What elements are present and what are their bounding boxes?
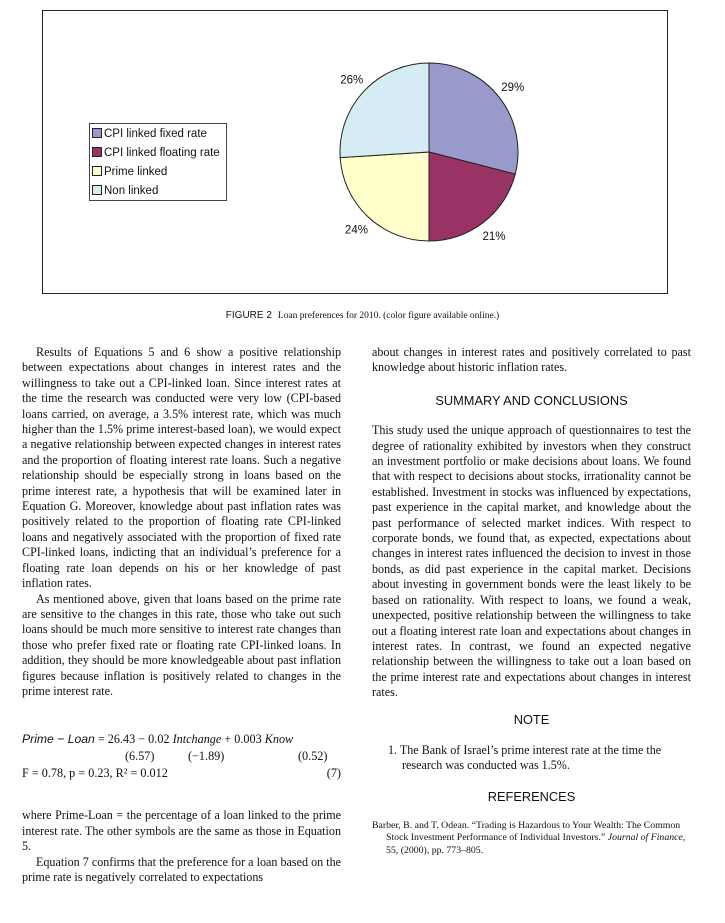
equation-body-2: + 0.003: [221, 732, 265, 747]
legend-swatch-floating: [92, 147, 102, 157]
reference-1-journal: Journal of Finance: [607, 832, 683, 844]
equation-tstats: [22, 748, 341, 765]
pie-label-fixed: 29%: [501, 82, 525, 95]
left-paragraph-4: Equation 7 confirms that the preference for a loan based on the prime rate is negatively correlated to expectations: [22, 854, 341, 884]
equation-lhs: Prime − Loan: [22, 732, 95, 747]
right-paragraph-1: about changes in interest rates and positively correlated to past knowledge about historic inflation rates.: [372, 345, 691, 375]
legend-label-fixed: CPI linked fixed rate: [104, 128, 207, 140]
legend-item-fixed: [92, 125, 226, 144]
pie-label-nonlinked: 26%: [340, 74, 364, 87]
legend-item-prime: [92, 163, 226, 182]
left-paragraph-1: Results of Equations 5 and 6 show a positive relationship between expectations about changes in interest rates and the willingness to take out a CPI-linked loan. Since interest rates at the time the research was conducted were very low (CPI-based loans carried, on average, a 3.5% interest rate, which was much higher than the 1.5% prime interest-based loan), we would expect a negative relationship between expected changes in interest rates and the proportion of floating interest rate loans. Such a negative relationship should be especially strong in loans based on the prime interest rate, a hypothesis that will be examined later in Equation G. Moreover, knowledge about past inflation rates was positively related to the proportion of floating rate CPI-linked loans and negatively associated with the proportion of fixed rate CPI-linked loans, indicting that an individual’s preference for a floating rate loan depends on his or her knowledge of past inflation rates.: [22, 345, 341, 591]
heading-summary: SUMMARY AND CONCLUSIONS: [435, 392, 628, 408]
left-column: [22, 345, 341, 885]
tstat-3: (0.52): [298, 749, 328, 764]
reference-1: [372, 820, 691, 857]
equation-7: [22, 731, 341, 782]
reference-1-text: Barber, B. and T. Odean. “Trading is Hazardous to Your Wealth: The Common Stock Investment Performance of Individual Investors.”: [372, 820, 681, 844]
figure-caption: [0, 310, 725, 321]
legend-swatch-prime: [92, 166, 102, 176]
chart-legend: [89, 123, 227, 201]
tstat-1: (6.57): [125, 749, 155, 764]
right-paragraph-2: This study used the unique approach of questionnaires to test the degree of rationality exhibited by investors when they construct an investment portfolio or make decisions about loans. We found that with respect to decisions about stocks, irrationality cannot be established. Investment in stocks was influenced by expectations, past experience in the capital market, and knowledge about the past performance of selected market indices. With respect to corporate bonds, we found that, as expected, expectations about changes in interest rates influenced the decision to invest in those bonds, as did past experience in the capital market. Decisions about investing in government bonds were the least likely to be based on rationality. With respect to loans, we found a weak, unexpected, positive relationship between the willingness to take out a floating interest rate loan and expectations about changes in interest rates. In contrast, we found an expected negative relationship between the willingness to take out a loan based on the prime interest rate and expectations about changes in interest rates.: [372, 423, 691, 700]
figure-number: FIGURE 2: [225, 310, 272, 321]
legend-swatch-fixed: [92, 128, 102, 138]
equation-stats-line: [22, 765, 341, 782]
legend-item-floating: [92, 144, 226, 163]
note-item-1: 1. The Bank of Israel’s prime interest rate at the time the research was conducted was 1.5%.: [388, 742, 662, 773]
legend-item-nonlinked: [92, 182, 226, 201]
legend-label-prime: Prime linked: [104, 166, 168, 178]
figure-caption-text: Loan preferences for 2010. (color figure available online.): [277, 311, 500, 321]
legend-label-nonlinked: Non linked: [104, 185, 159, 197]
legend-swatch-nonlinked: [92, 185, 102, 195]
equation-var-intchange: Intchange: [172, 732, 222, 747]
left-paragraph-3: where Prime-Loan = the percentage of a loan linked to the prime interest rate. The other symbols are the same as those in Equation 5.: [22, 808, 341, 854]
equation-number: (7): [326, 766, 341, 781]
heading-references: REFERENCES: [487, 788, 576, 804]
tstat-2: (−1.89): [188, 749, 225, 764]
equation-body-1: = 26.43 − 0.02: [94, 732, 173, 747]
equation-stats: F = 0.78, p = 0.23, R² = 0.012: [22, 766, 168, 781]
equation-line: [22, 731, 341, 748]
pie-chart-frame: [42, 10, 668, 294]
reference-1-details: , 55, (2000), pp. 773–805.: [386, 832, 686, 856]
pie-label-floating: 21%: [482, 230, 506, 243]
left-paragraph-2: As mentioned above, given that loans based on the prime rate are sensitive to the changes in this rate, those who take out such loans should be much more sensitive to interest rate changes than those who prefer fixed rate or floating rate CPI-linked loans. In addition, they should be more knowledgeable about past inflation figures because inflation is positively related to changes in the prime interest rate.: [22, 591, 341, 698]
legend-label-floating: CPI linked floating rate: [104, 147, 220, 159]
pie-label-prime: 24%: [344, 224, 368, 237]
equation-var-know: Know: [264, 732, 294, 747]
right-column: [372, 345, 691, 857]
heading-note: NOTE: [513, 711, 550, 727]
